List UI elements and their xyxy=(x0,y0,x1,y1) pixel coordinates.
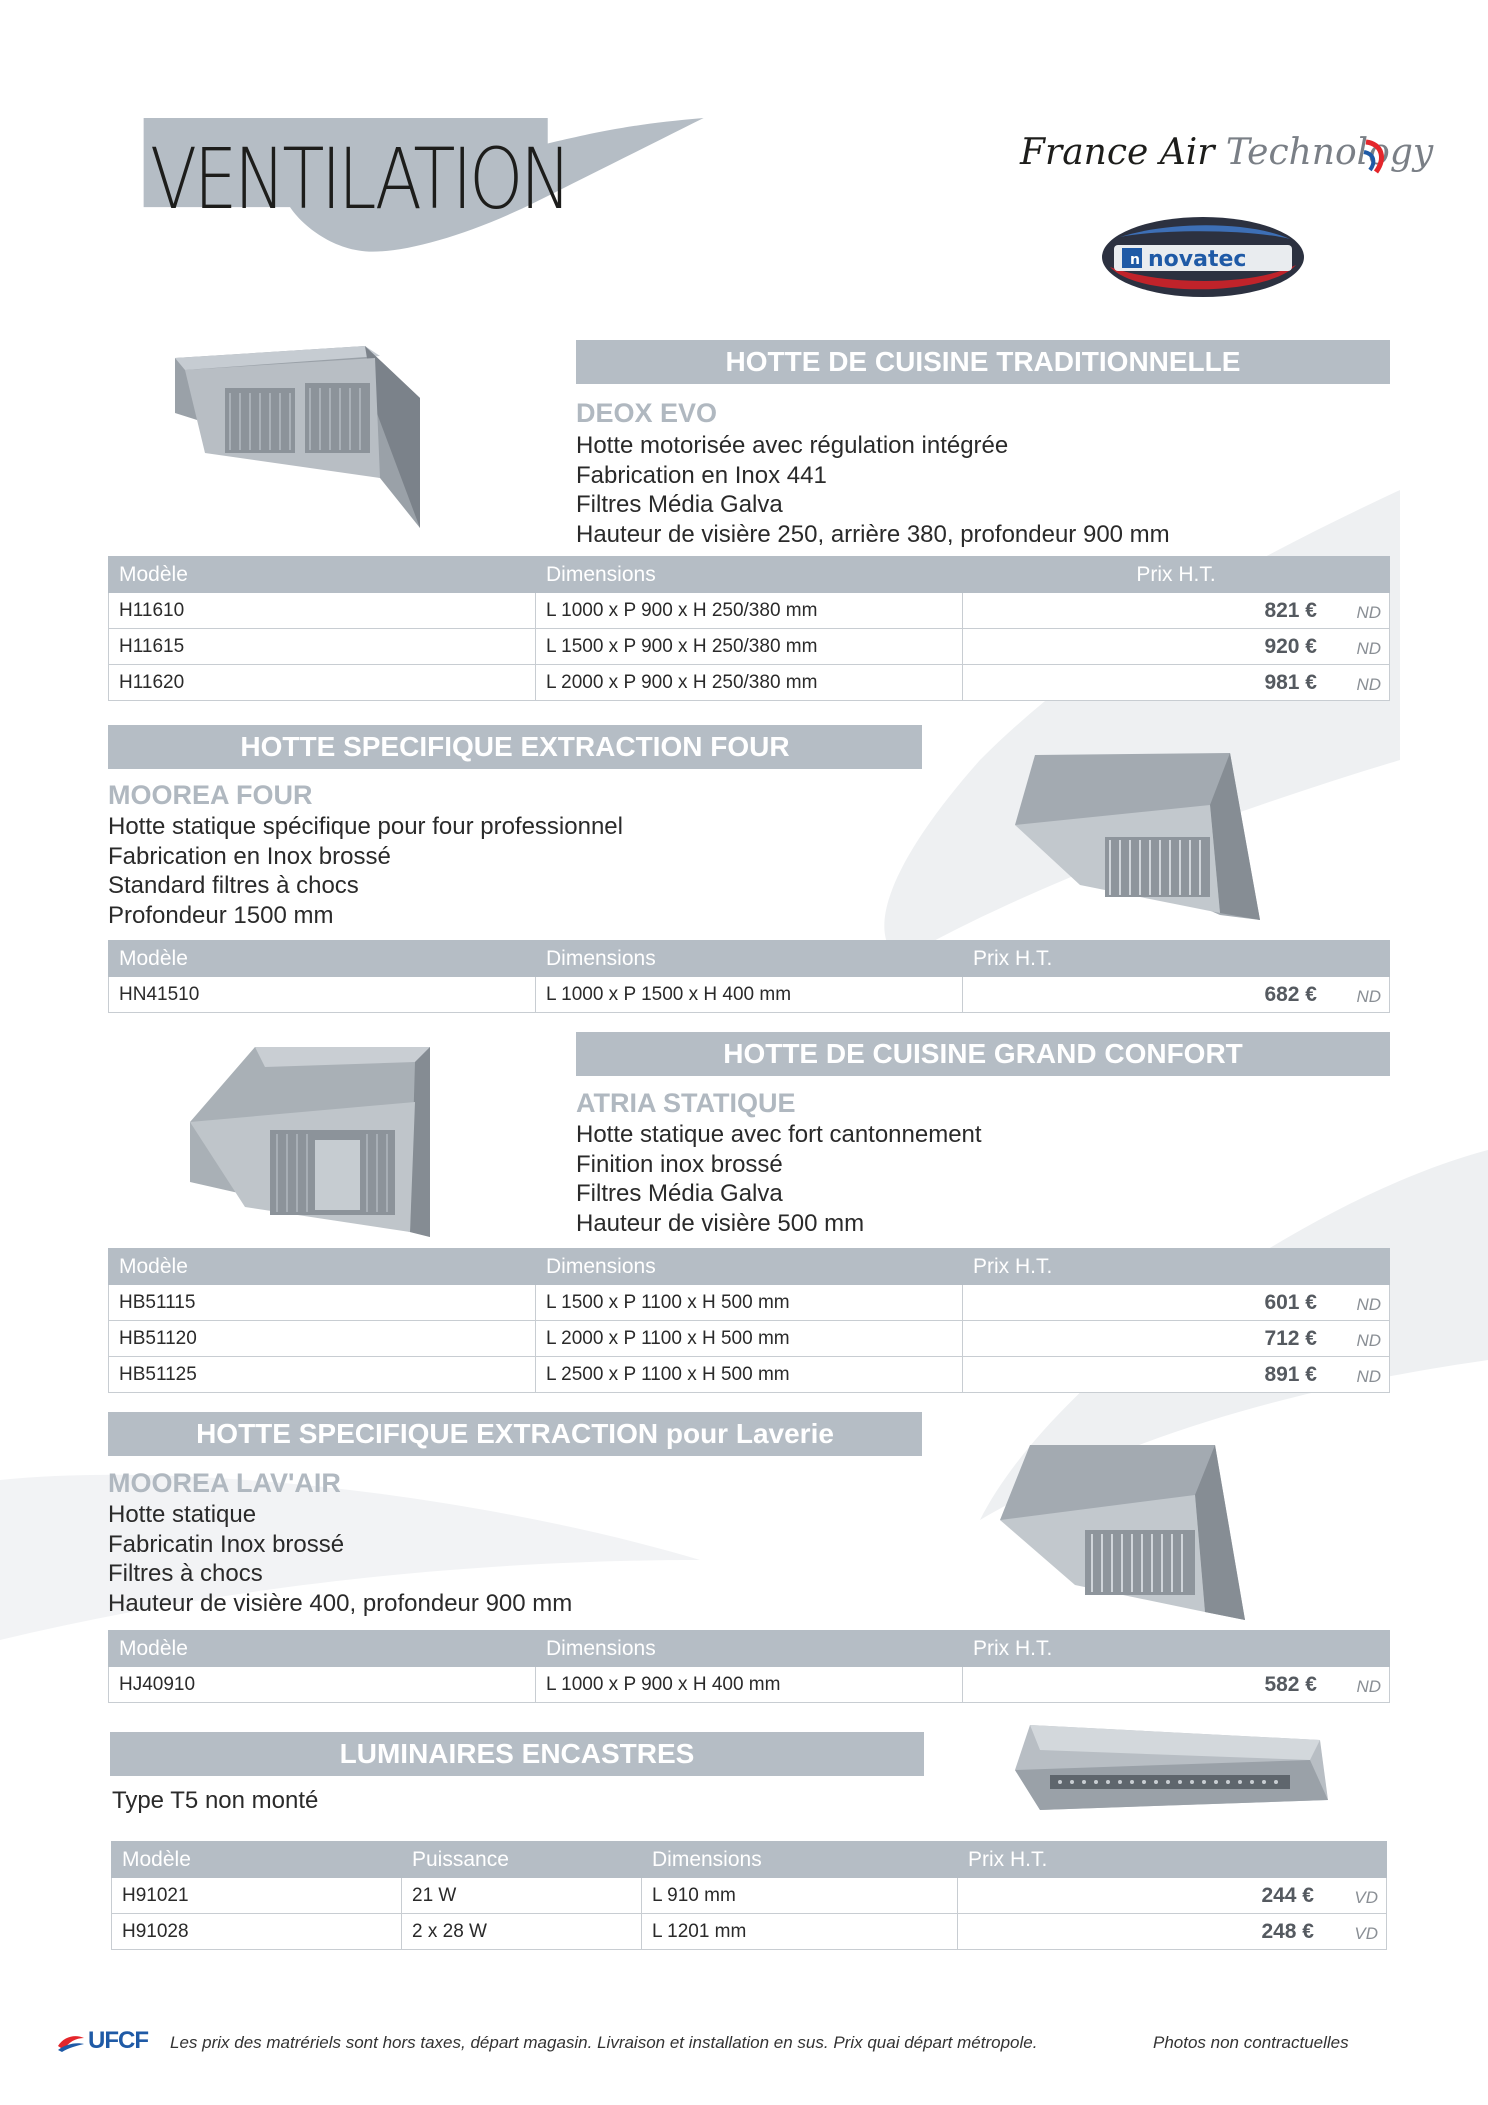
cell-dimensions: L 910 mm xyxy=(642,1878,958,1914)
price-value: 920 € xyxy=(1264,634,1317,658)
novatec-logo-text: novatec xyxy=(1148,247,1247,272)
cell-price xyxy=(963,977,1390,1013)
price-table-atria-statique xyxy=(108,1248,1390,1393)
cell-dimensions: L 1500 x P 900 x H 250/380 mm xyxy=(536,629,963,665)
col-header-dimensions: Dimensions xyxy=(536,1249,963,1285)
col-header-modele: Modèle xyxy=(112,1842,402,1878)
desc-line: Filtres à chocs xyxy=(108,1560,263,1587)
cell-power: 21 W xyxy=(402,1878,642,1914)
section-heading-traditionnelle: HOTTE DE CUISINE TRADITIONNELLE xyxy=(576,340,1390,384)
cell-price xyxy=(963,629,1390,665)
price-table-moorea-four xyxy=(108,940,1390,1013)
cell-power: 2 x 28 W xyxy=(402,1914,642,1950)
table-row xyxy=(109,1667,1390,1703)
desc-line: Fabricatin Inox brossé xyxy=(108,1530,345,1558)
ufcf-logo xyxy=(56,2027,148,2055)
cell-model: H91028 xyxy=(112,1914,402,1950)
price-tag: ND xyxy=(1356,603,1381,622)
col-header-puissance: Puissance xyxy=(402,1842,642,1878)
section-heading-luminaires: LUMINAIRES ENCASTRES xyxy=(110,1732,924,1776)
desc-line: Filtres Média Galva xyxy=(576,491,783,518)
novatec-logo xyxy=(1100,215,1306,299)
col-header-prix: Prix H.T. xyxy=(963,941,1390,977)
table-row xyxy=(112,1878,1387,1914)
price-value: 821 € xyxy=(1264,598,1317,622)
section-heading-laverie: HOTTE SPECIFIQUE EXTRACTION pour Laverie xyxy=(108,1412,922,1456)
desc-line: Hauteur de visière 250, arrière 380, profondeur 900 mm xyxy=(576,520,1170,548)
desc-line: Hauteur de visière 500 mm xyxy=(576,1209,865,1237)
col-header-prix: Prix H.T. xyxy=(963,1631,1390,1667)
cell-price xyxy=(963,1357,1390,1393)
desc-line: Hotte statique xyxy=(108,1501,257,1528)
desc-line: Finition inox brossé xyxy=(576,1150,783,1178)
product-description-atria-statique xyxy=(576,1120,982,1238)
table-row xyxy=(112,1914,1387,1950)
table-row xyxy=(109,593,1390,629)
price-value: 244 € xyxy=(1261,1883,1314,1907)
col-header-modele: Modèle xyxy=(109,1631,536,1667)
product-name-atria-statique: ATRIA STATIQUE xyxy=(576,1088,796,1118)
price-table-moorea-lavair xyxy=(108,1630,1390,1703)
hood-image-moorea-lavair xyxy=(1000,1440,1250,1630)
price-value: 682 € xyxy=(1264,982,1317,1006)
product-description-moorea-lavair xyxy=(108,1500,572,1618)
table-row xyxy=(109,1321,1390,1357)
cell-price xyxy=(963,593,1390,629)
price-value: 601 € xyxy=(1264,1290,1317,1314)
hood-image-deox-evo xyxy=(165,338,425,538)
cell-price xyxy=(963,1667,1390,1703)
cell-model: HB51115 xyxy=(109,1285,536,1321)
brand-swirl-icon xyxy=(1362,138,1388,178)
price-value: 712 € xyxy=(1264,1326,1317,1350)
price-value: 981 € xyxy=(1264,670,1317,694)
cell-dimensions: L 1500 x P 1100 x H 500 mm xyxy=(536,1285,963,1321)
cell-dimensions: L 1000 x P 900 x H 250/380 mm xyxy=(536,593,963,629)
desc-line: Standard filtres à chocs xyxy=(108,872,359,899)
cell-dimensions: L 1201 mm xyxy=(642,1914,958,1950)
price-table-deox-evo xyxy=(108,556,1390,701)
price-tag: ND xyxy=(1356,1295,1381,1314)
cell-model: HJ40910 xyxy=(109,1667,536,1703)
col-header-modele: Modèle xyxy=(109,941,536,977)
product-description-moorea-four xyxy=(108,812,623,930)
desc-line: Hauteur de visière 400, profondeur 900 mm xyxy=(108,1589,573,1617)
hood-image-atria-statique xyxy=(185,1042,445,1242)
col-header-prix: Prix H.T. xyxy=(958,1842,1387,1878)
cell-dimensions: L 2000 x P 900 x H 250/380 mm xyxy=(536,665,963,701)
luminaire-image xyxy=(1010,1720,1330,1815)
cell-dimensions: L 1000 x P 900 x H 400 mm xyxy=(536,1667,963,1703)
product-description-deox-evo xyxy=(576,431,1170,549)
product-name-moorea-four: MOOREA FOUR xyxy=(108,780,313,810)
cell-model: HN41510 xyxy=(109,977,536,1013)
col-header-prix: Prix H.T. xyxy=(963,557,1390,593)
desc-line: Hotte statique avec fort cantonnement xyxy=(576,1121,982,1148)
ufcf-swoosh-icon xyxy=(56,2032,86,2052)
section-heading-grand-confort: HOTTE DE CUISINE GRAND CONFORT xyxy=(576,1032,1390,1076)
cell-dimensions: L 1000 x P 1500 x H 400 mm xyxy=(536,977,963,1013)
cell-price xyxy=(958,1878,1387,1914)
table-row xyxy=(109,1285,1390,1321)
price-tag: ND xyxy=(1356,675,1381,694)
cell-model: HB51120 xyxy=(109,1321,536,1357)
price-tag: ND xyxy=(1356,639,1381,658)
cell-model: H11610 xyxy=(109,593,536,629)
footer-photos-note: Photos non contractuelles xyxy=(1153,2033,1349,2052)
cell-price xyxy=(958,1914,1387,1950)
hood-image-moorea-four xyxy=(1010,745,1270,930)
desc-line: Fabrication en Inox brossé xyxy=(108,842,391,870)
cell-price xyxy=(963,1321,1390,1357)
brand-accent: Technology xyxy=(1225,132,1434,173)
price-tag: VD xyxy=(1354,1888,1378,1907)
desc-line: Filtres Média Galva xyxy=(576,1180,783,1207)
table-row xyxy=(109,1357,1390,1393)
product-description-luminaires: Type T5 non monté xyxy=(112,1787,319,1814)
table-row xyxy=(109,629,1390,665)
cell-model: HB51125 xyxy=(109,1357,536,1393)
table-row xyxy=(109,977,1390,1013)
brand-main: France Air xyxy=(1020,132,1215,173)
col-header-dimensions: Dimensions xyxy=(642,1842,958,1878)
cell-price xyxy=(963,665,1390,701)
price-table-luminaires xyxy=(111,1841,1387,1950)
col-header-modele: Modèle xyxy=(109,557,536,593)
cell-price xyxy=(963,1285,1390,1321)
table-row xyxy=(109,665,1390,701)
svg-text:n: n xyxy=(1130,252,1140,268)
price-tag: ND xyxy=(1356,1367,1381,1386)
cell-model: H11615 xyxy=(109,629,536,665)
price-value: 582 € xyxy=(1264,1672,1317,1696)
cell-model: H91021 xyxy=(112,1878,402,1914)
desc-line: Fabrication en Inox 441 xyxy=(576,461,827,489)
desc-line: Profondeur 1500 mm xyxy=(108,901,334,929)
price-tag: VD xyxy=(1354,1924,1378,1943)
price-tag: ND xyxy=(1356,1677,1381,1696)
col-header-dimensions: Dimensions xyxy=(536,1631,963,1667)
price-value: 248 € xyxy=(1261,1919,1314,1943)
col-header-dimensions: Dimensions xyxy=(536,557,963,593)
price-tag: ND xyxy=(1356,987,1381,1006)
col-header-dimensions: Dimensions xyxy=(536,941,963,977)
footer-note: Les prix des matrériels sont hors taxes, départ magasin. Livraison et installation en sus. Prix quai départ métropole. xyxy=(170,2033,1038,2052)
price-tag: ND xyxy=(1356,1331,1381,1350)
col-header-modele: Modèle xyxy=(109,1249,536,1285)
product-name-moorea-lavair: MOOREA LAV'AIR xyxy=(108,1468,341,1498)
ufcf-logo-text: UFCF xyxy=(88,2027,148,2054)
desc-line: Hotte motorisée avec régulation intégrée xyxy=(576,432,1009,459)
cell-model: H11620 xyxy=(109,665,536,701)
page-title: VENTILATION xyxy=(150,130,569,228)
product-name-deox-evo: DEOX EVO xyxy=(576,398,718,428)
section-heading-extraction-four: HOTTE SPECIFIQUE EXTRACTION FOUR xyxy=(108,725,922,769)
cell-dimensions: L 2000 x P 1100 x H 500 mm xyxy=(536,1321,963,1357)
col-header-prix: Prix H.T. xyxy=(963,1249,1390,1285)
price-value: 891 € xyxy=(1264,1362,1317,1386)
cell-dimensions: L 2500 x P 1100 x H 500 mm xyxy=(536,1357,963,1393)
desc-line: Hotte statique spécifique pour four professionnel xyxy=(108,813,623,840)
